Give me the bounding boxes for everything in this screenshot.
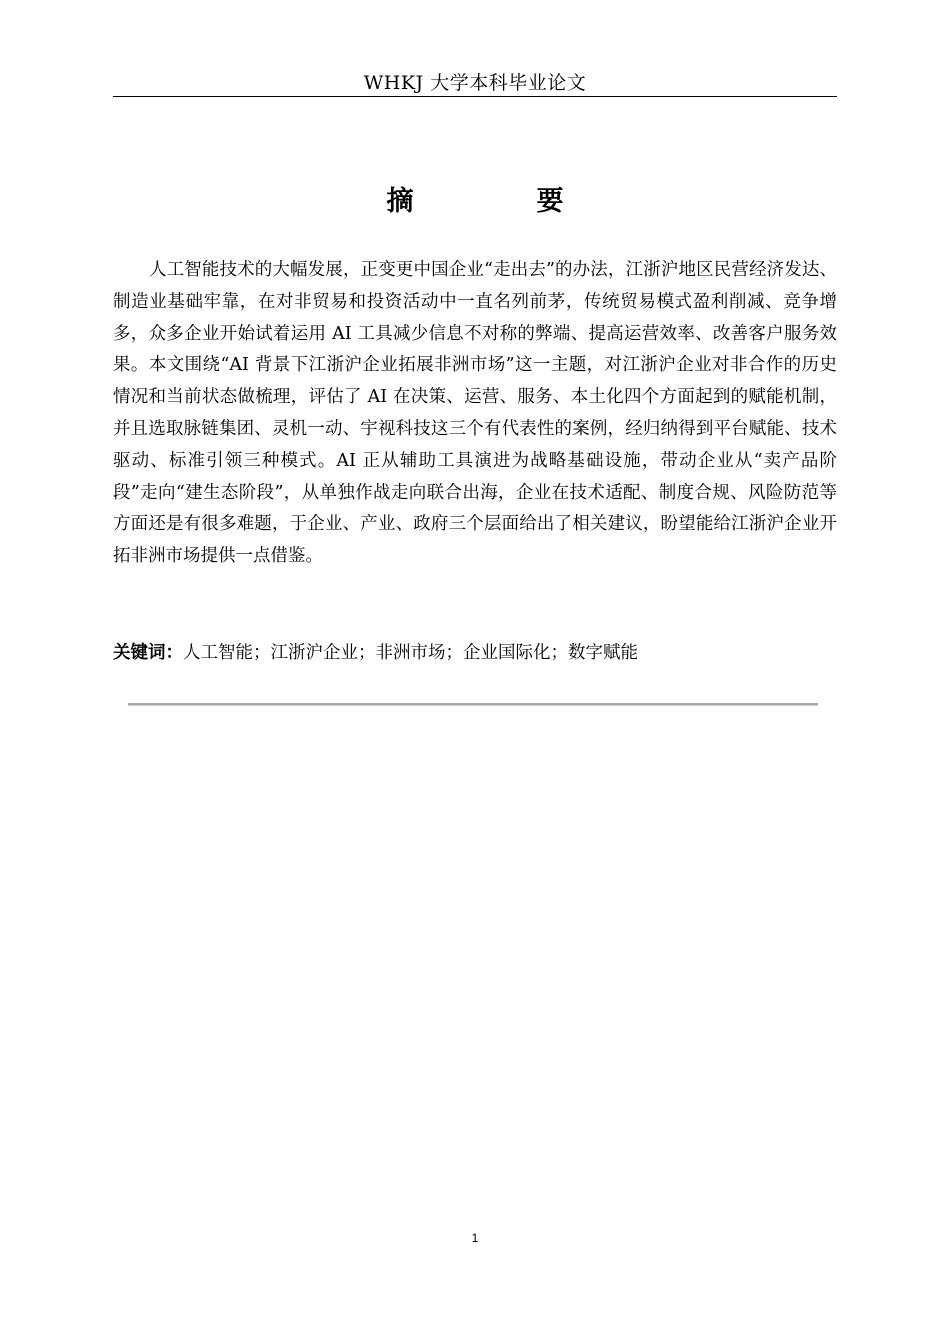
- keyword-item: 江浙沪企业: [270, 643, 358, 663]
- keywords-line: [113, 639, 837, 667]
- page-number: 1: [471, 1231, 479, 1245]
- keywords-label: 关键词：: [113, 643, 183, 663]
- keyword-separator: [551, 643, 569, 663]
- keyword-separator: [253, 643, 271, 663]
- keyword-separator: [446, 643, 464, 663]
- abstract-heading: 摘 要: [386, 186, 612, 217]
- keyword-item: 人工智能: [183, 643, 253, 663]
- abstract-body: 人工智能技术的大幅发展，正变更中国企业“走出去”的办法，江浙沪地区民营经济发达、制造业基础牢靠，在对非贸易和投资活动中一直名列前茅，传统贸易模式盈利削减、竞争增多，众多企业开始试着运用 AI 工具减少信息不对称的弊端、提高运营效率、改善客户服务效果。本文围绕“AI 背景下江浙沪企业拓展非洲市场”这一主题，对江浙沪企业对非合作的历史情况和当前状态做梳理，评估了 AI 在决策、运营、服务、本土化四个方面起到的赋能机制，并且选取脉链集团、灵机一动、宇视科技这三个有代表性的案例，经归纳得到平台赋能、技术驱动、标准引领三种模式。AI 正从辅助工具演进为战略基础设施，带动企业从“卖产品阶段”走向“建生态阶段”，从单独作战走向联合出海，企业在技术适配、制度合规、风险防范等方面还是有很多难题，于企业、产业、政府三个层面给出了相关建议，盼望能给江浙沪企业开拓非洲市场提供一点借鉴。: [113, 260, 837, 567]
- section-divider: [128, 703, 818, 706]
- header-rule: [113, 96, 837, 97]
- keyword-separator: [358, 643, 376, 663]
- keyword-item: 数字赋能: [568, 643, 638, 663]
- keyword-item: 非洲市场: [375, 643, 446, 663]
- keyword-item: 企业国际化: [463, 643, 551, 663]
- running-header: WHKJ 大学本科毕业论文: [363, 72, 587, 94]
